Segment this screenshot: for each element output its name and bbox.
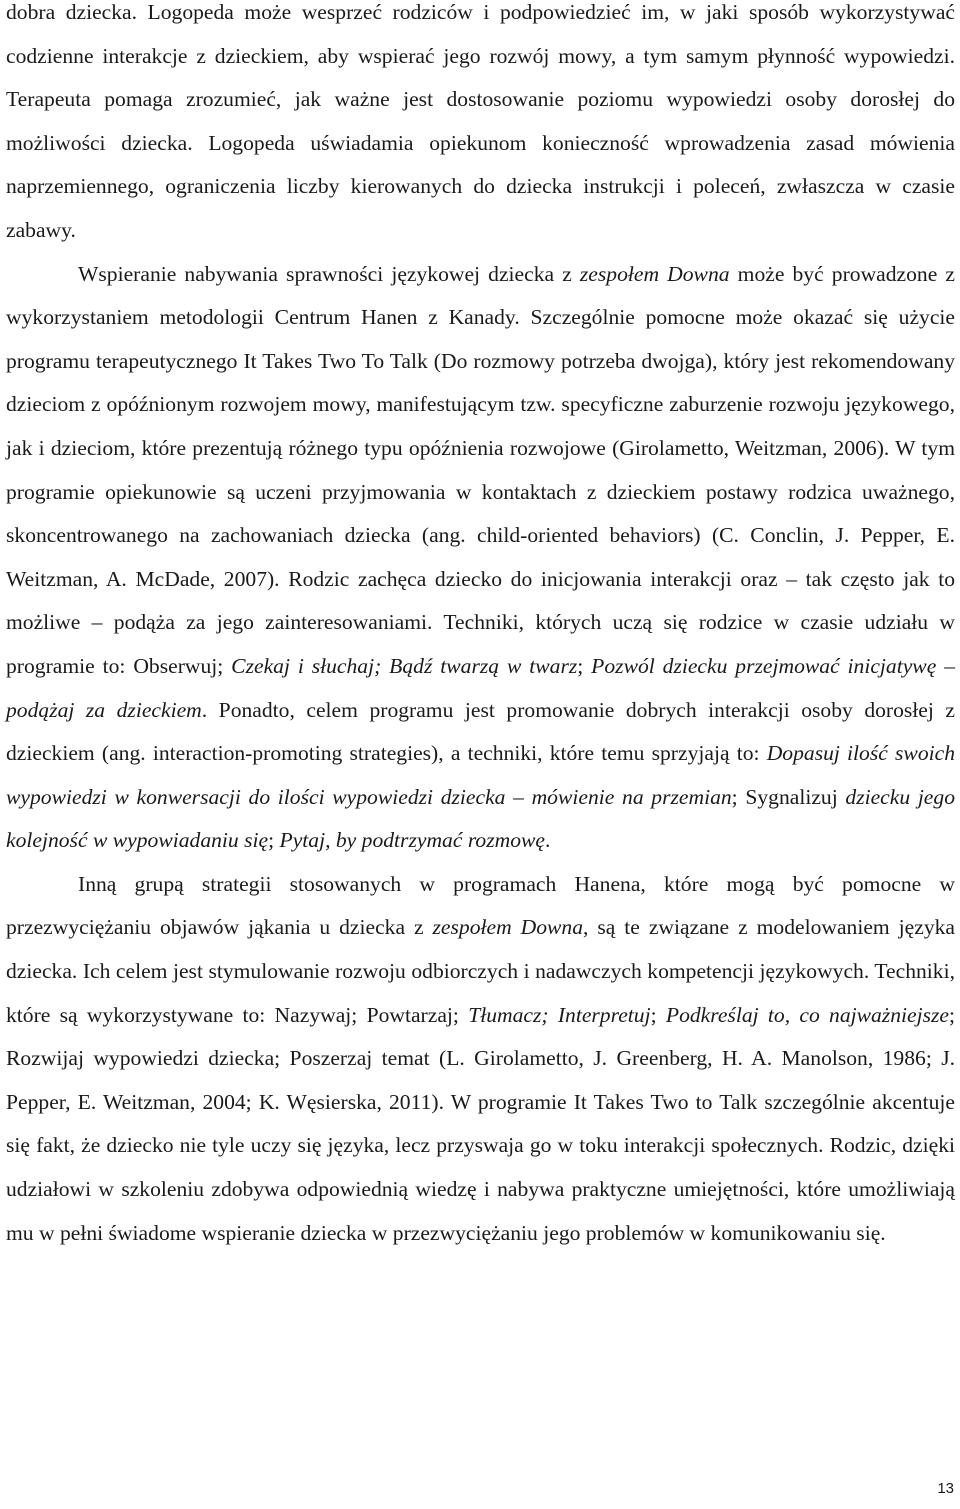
text-segment: Wspieranie nabywania sprawności językowej dziecka z (78, 261, 580, 286)
text-segment: , są te związane z modelowaniem języka dziecka. Ich celem jest stymulowanie rozwoju odbiorczych i nadawczych kompetencji językowych. Techniki, które są wykorzystywane to: Nazywaj; Powtarzaj; (6, 915, 956, 1027)
paragraph-2 (6, 253, 955, 863)
paragraph-3 (6, 863, 955, 1255)
text-segment: . (545, 828, 551, 853)
italic-text-segment: dziecku jego kolejność w wypowiadaniu się (6, 784, 955, 853)
italic-text-segment: zespołem Downa (432, 915, 584, 940)
page-number: 13 (937, 1480, 954, 1497)
text-segment: . Ponadto, celem programu jest promowanie dobrych interakcji osoby dorosłej z dzieckiem (ang. interaction-promoting strategies), a techniki, które temu sprzyjają to: (6, 697, 955, 766)
italic-text-segment: Podkreślaj to, co najważniejsze (665, 1002, 949, 1027)
italic-text-segment: Czekaj i słuchaj; Bądź twarzą w twarz (231, 653, 578, 678)
text-segment: dobra dziecka. Logopeda może wesprzeć rodziców i podpowiedzieć im, w jaki sposób wykorzystywać codzienne interakcje z dzieckiem, aby wspierać jego rozwój mowy, a tym samym płynność wypowiedzi. Terapeuta pomaga zrozumieć, jak ważne jest dostosowanie poziomu wypowiedzi osoby dorosłej do możliwości dziecka. Logopeda uświadamia opiekunom konieczność wprowadzenia zasad mówienia naprzemiennego, ograniczenia liczby kierowanych do dziecka instrukcji i poleceń, zwłaszcza w czasie zabawy. (6, 0, 955, 242)
text-segment: ; (577, 653, 592, 678)
text-segment: może być prowadzone z wykorzystaniem metodologii Centrum Hanen z Kanady. Szczególnie pomocne może okazać się użycie programu terapeutycznego It Takes Two To Talk (Do rozmowy potrzeba dwojga), który jest rekomendowany dzieciom z opóźnionym rozwojem mowy, manifestującym tzw. specyficzne zaburzenie rozwoju językowego, jak i dzieciom, które prezentują różnego typu opóźnienia rozwojowe (Girolametto, Weitzman, 2006). W tym programie opiekunowie są uczeni przyjmowania w kontaktach z dzieckiem postawy rodzica uważnego, skoncentrowanego na zachowaniach dziecka (ang. child-oriented behaviors) (C. Conclin, J. Pepper, E. Weitzman, A. McDade, 2007). Rodzic zachęca dziecko do inicjowania interakcji oraz – tak często jak to możliwe – podąża za jego zainteresowaniami. Techniki, których uczą się rodzice w czasie udziału w programie to: Obserwuj; (6, 261, 956, 678)
italic-text-segment: Pytaj, by podtrzymać rozmowę (279, 828, 545, 853)
paragraph-1 (6, 0, 955, 253)
italic-text-segment: Tłumacz; Interpretuj (468, 1002, 651, 1027)
text-segment: ; Sygnalizuj (731, 784, 846, 809)
text-segment: Inną grupą strategii stosowanych w programach Hanena, które mogą być pomocne w przezwyciężaniu objawów jąkania u dziecka z (6, 871, 955, 940)
text-segment: ; (268, 828, 280, 853)
italic-text-segment: Dopasuj ilość swoich wypowiedzi w konwersacji do ilości wypowiedzi dziecka – mówienie na przemian (6, 741, 956, 809)
text-segment: ; (650, 1002, 666, 1027)
document-page (6, 0, 955, 1255)
italic-text-segment: Pozwól dziecku przejmować inicjatywę – podążaj za dzieckiem (6, 653, 955, 722)
text-segment: ; Rozwijaj wypowiedzi dziecka; Poszerzaj temat (L. Girolametto, J. Greenberg, H. A. Manolson, 1986; J. Pepper, E. Weitzman, 2004; K. Węsierska, 2011). W programie It Takes Two to Talk szczególnie akcentuje się fakt, że dziecko nie tyle uczy się języka, lecz przyswaja go w toku interakcji społecznych. Rodzic, dzięki udziałowi w szkoleniu zdobywa odpowiednią wiedzę i nabywa praktyczne umiejętności, które umożliwiają mu w pełni świadome wspieranie dziecka w przezwyciężaniu jego problemów w komunikowaniu się. (6, 1002, 955, 1245)
italic-text-segment: zespołem Downa (579, 261, 730, 286)
